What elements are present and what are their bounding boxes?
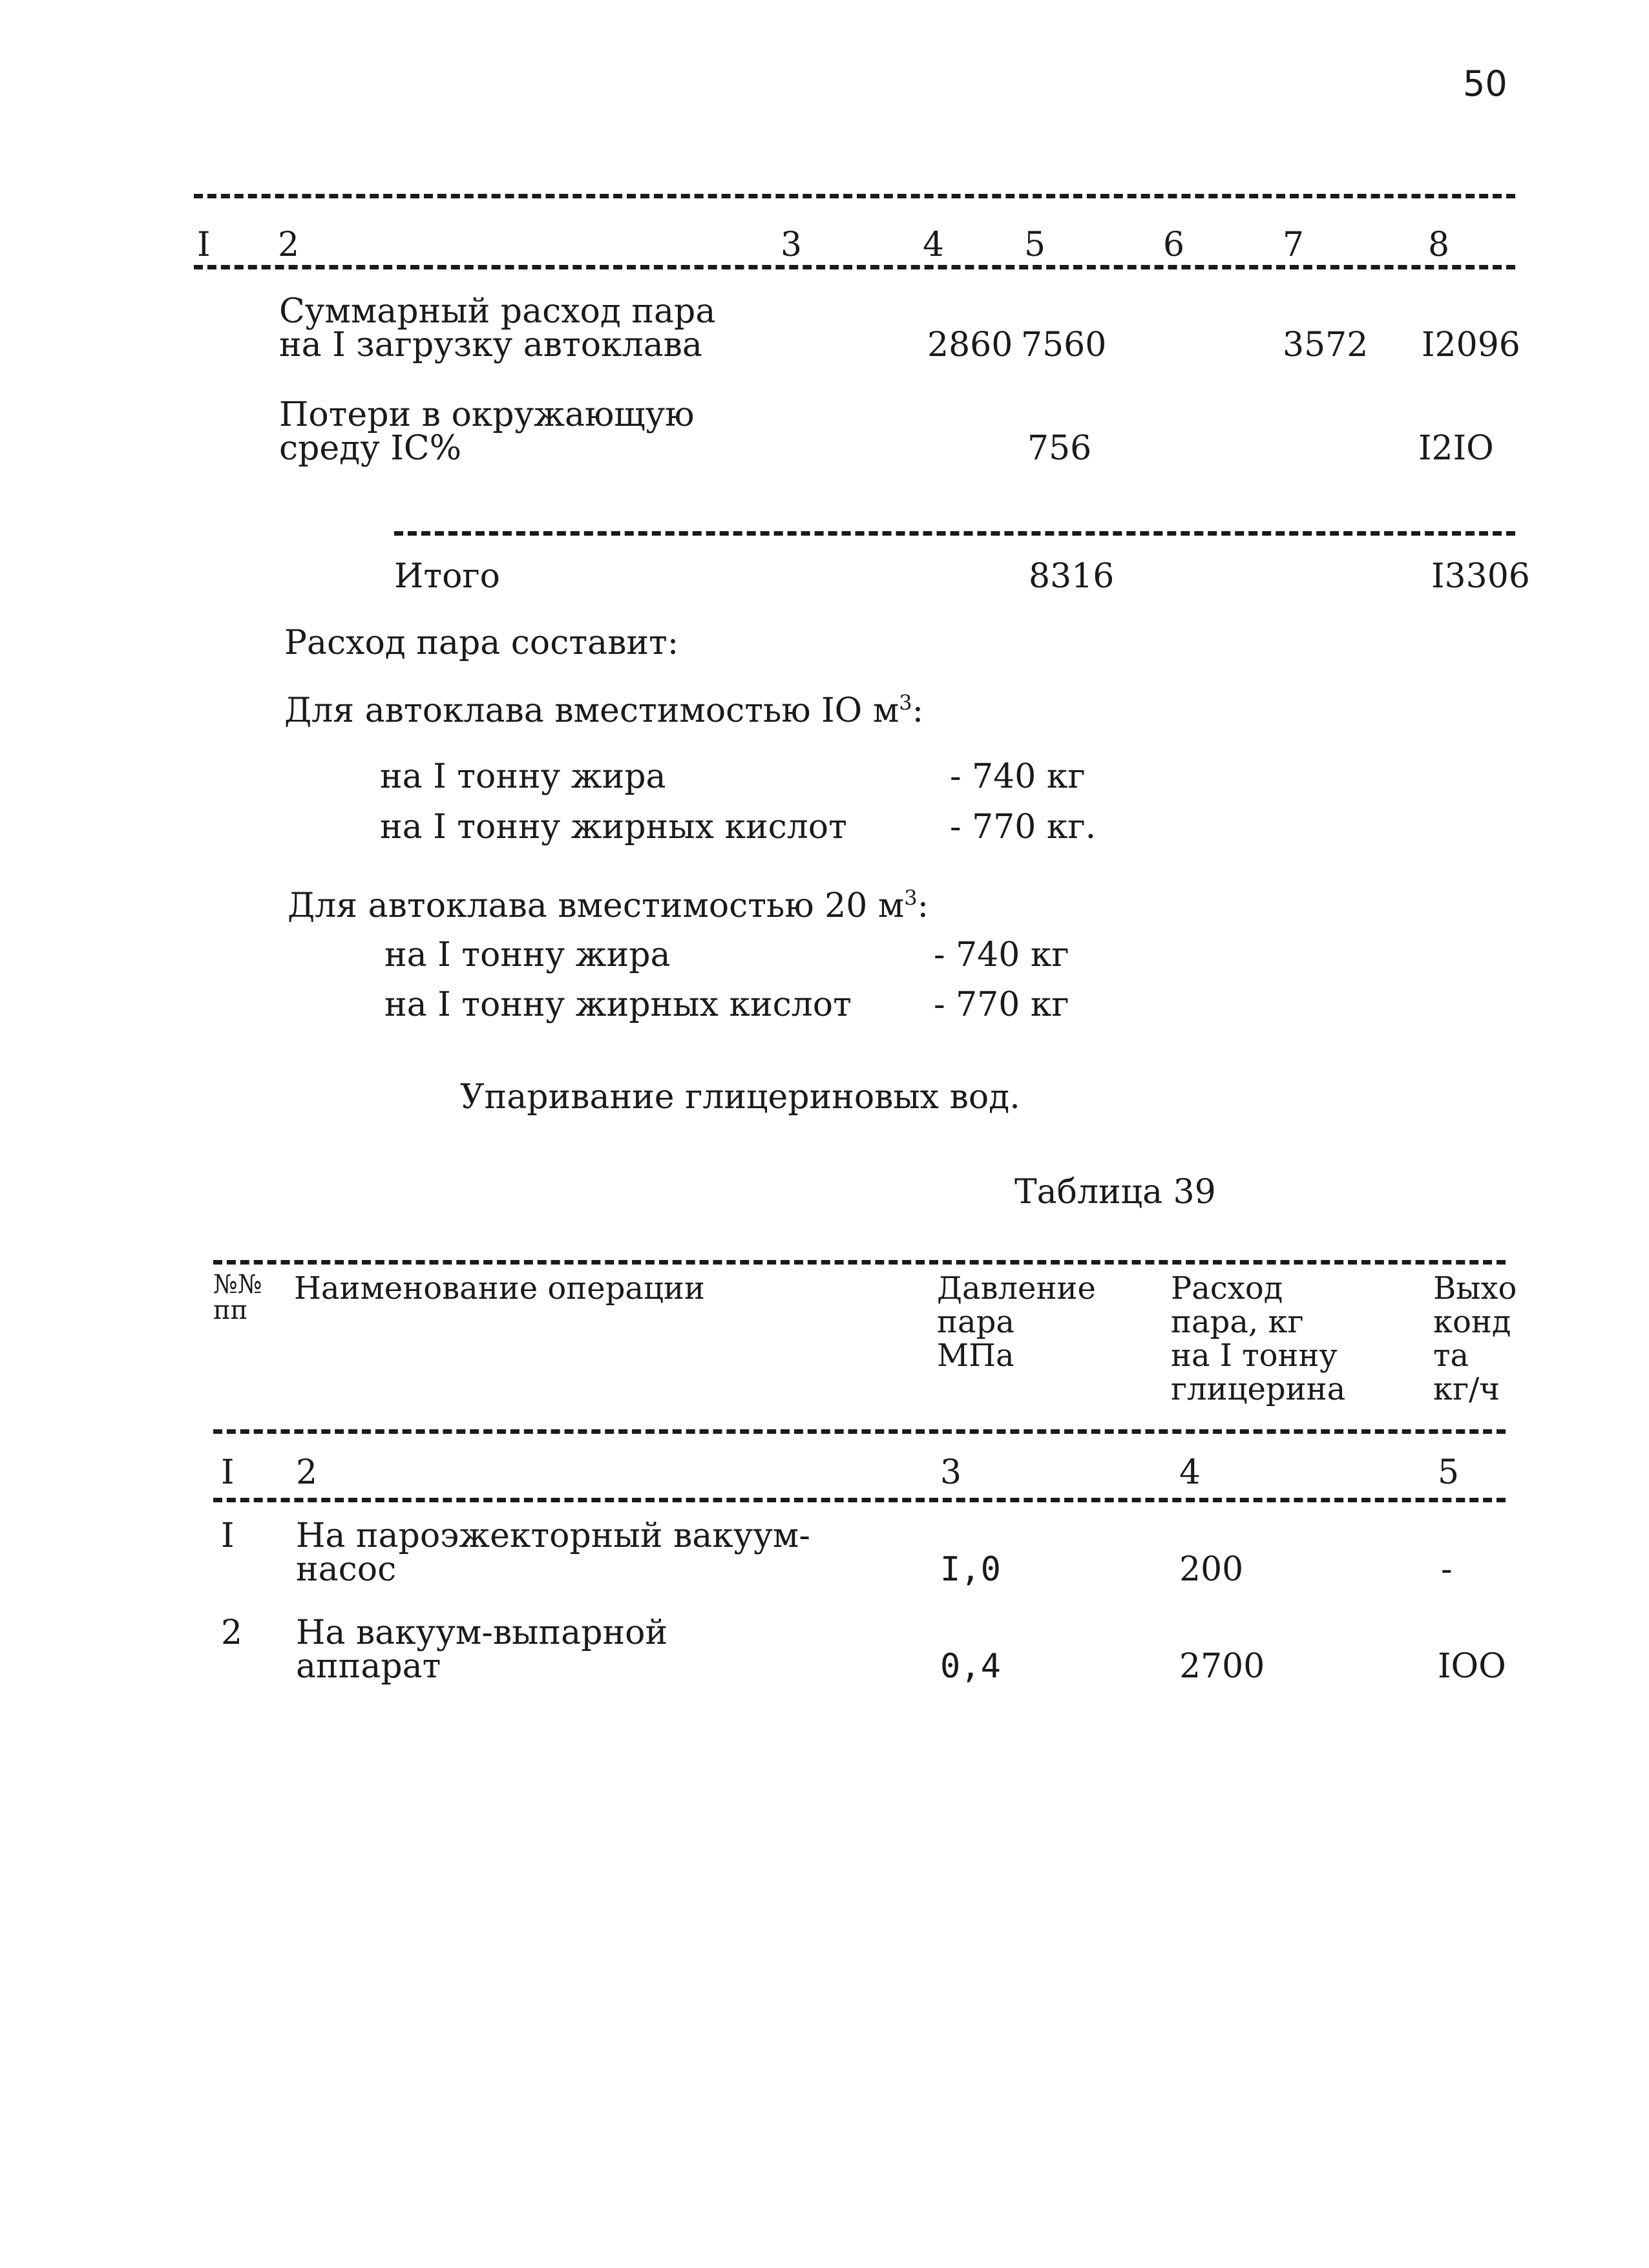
col-number: 2	[278, 226, 300, 264]
item-value: - 770 кг	[934, 985, 1069, 1024]
group-title: Для автоклава вместимостью 20 $м^3$:	[288, 885, 929, 925]
steam-heading: Расход пара составит:	[284, 624, 679, 662]
table-divider	[213, 1429, 1506, 1434]
item-value: - 770 кг.	[950, 808, 1097, 846]
row-label: среду IC%	[279, 429, 462, 468]
col-number: 7	[1283, 226, 1305, 264]
row-label: Потери в окружающую	[279, 395, 695, 434]
cell-col8: I2096	[1422, 326, 1520, 364]
row-condensate: IOO	[1438, 1647, 1506, 1686]
col-number: 3	[781, 226, 803, 264]
row-label: на I загрузку автоклава	[279, 326, 702, 364]
table-divider	[394, 531, 1515, 536]
group-title: Для автоклава вместимостью IO $м^3$:	[284, 690, 924, 730]
item-value: - 740 кг	[950, 757, 1086, 796]
table-divider	[213, 1260, 1506, 1265]
row-label: Суммарный расход пара	[279, 292, 716, 331]
header-condensate: Выхо конд та кг/ч	[1433, 1270, 1517, 1407]
table-caption: Таблица 39	[1014, 1173, 1216, 1212]
table-divider	[213, 1498, 1506, 1502]
total-label: Итого	[394, 557, 500, 596]
col-number: 4	[923, 226, 945, 264]
row-no: I	[221, 1517, 235, 1555]
row-name: насос	[296, 1550, 397, 1589]
header-pressure: Давление пара МПа	[937, 1270, 1096, 1374]
item-label: на I тонну жирных кислот	[384, 985, 852, 1024]
section-title: Упаривание глицериновых вод.	[460, 1078, 1020, 1117]
header-consumption: Расход пара, кг на I тонну глицерина	[1171, 1270, 1346, 1407]
page-number: 50	[1463, 63, 1507, 104]
total-col8: I3306	[1431, 557, 1530, 596]
item-label: на I тонну жирных кислот	[380, 808, 847, 846]
col-number: 3	[940, 1453, 962, 1492]
row-pressure: I,0	[940, 1550, 1001, 1589]
row-name: На вакуум-выпарной	[296, 1613, 668, 1652]
header-no: №№ пп	[213, 1270, 262, 1325]
item-value: - 740 кг	[934, 936, 1069, 974]
table-divider	[194, 265, 1515, 269]
header-name: Наименование операции	[294, 1270, 705, 1307]
row-consumption: 2700	[1179, 1647, 1265, 1686]
col-number: 2	[296, 1453, 318, 1492]
col-number: 5	[1438, 1453, 1460, 1492]
col-number: 6	[1163, 226, 1185, 264]
col-number: 4	[1179, 1453, 1201, 1492]
cell-col7: 3572	[1283, 326, 1369, 364]
item-label: на I тонну жира	[380, 757, 666, 796]
row-pressure: 0,4	[940, 1647, 1001, 1686]
table-divider	[194, 194, 1515, 198]
cell-col5: 756	[1027, 429, 1092, 468]
col-number: I	[221, 1453, 235, 1492]
row-no: 2	[221, 1613, 243, 1652]
row-consumption: 200	[1179, 1550, 1244, 1589]
cell-col8: I2IO	[1418, 429, 1494, 468]
row-name: аппарат	[296, 1647, 441, 1686]
col-number: I	[197, 226, 211, 264]
cell-col4: 2860	[927, 326, 1013, 364]
row-condensate: -	[1441, 1550, 1453, 1589]
cell-col5: 7560	[1021, 326, 1107, 364]
col-number: 5	[1024, 226, 1046, 264]
total-col5: 8316	[1029, 557, 1115, 596]
item-label: на I тонну жира	[384, 936, 671, 974]
row-name: На пароэжекторный вакуум-	[296, 1517, 810, 1555]
col-number: 8	[1428, 226, 1450, 264]
